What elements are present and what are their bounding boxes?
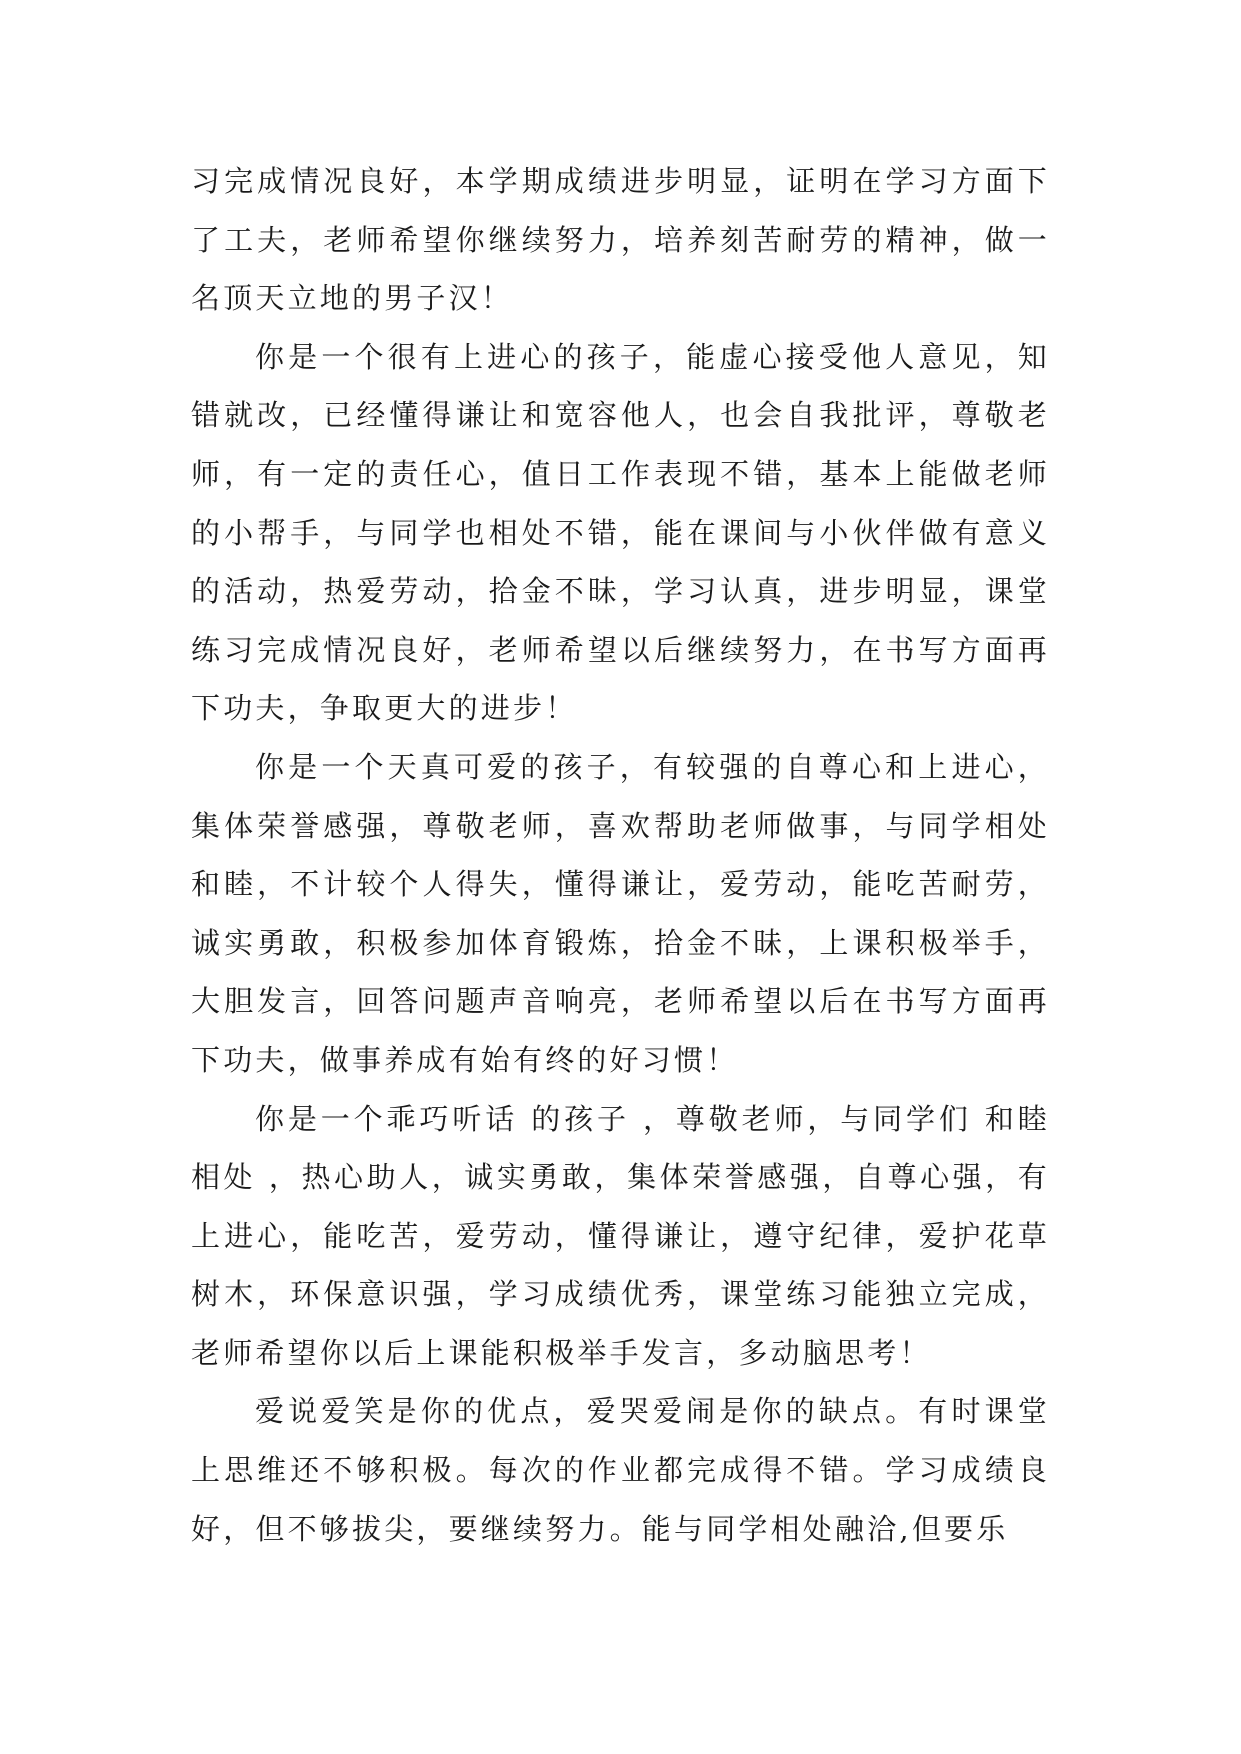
paragraph-comment-4: 你是一个乖巧听话 的孩子 ，尊敬老师，与同学们 和睦相处 ，热心助人，诚实勇敢，集体荣誉感强，自尊心强，有上进心，能吃苦，爱劳动，懂得谦让，遵守纪律，爱护花草树木，环保意识强，学习成绩优秀，课堂练习能独立完成，老师希望你以后上课能积极举手发言，多动脑思考！ (191, 1101, 1050, 1370)
paragraph-comment-3: 你是一个天真可爱的孩子，有较强的自尊心和上进心，集体荣誉感强，尊敬老师，喜欢帮助老师做事，与同学相处和睦，不计较个人得失，懂得谦让，爱劳动，能吃苦耐劳，诚实勇敢，积极参加体育锻炼，拾金不昧，上课积极举手，大胆发言，回答问题声音响亮，老师希望以后在书写方面再下功夫，做事养成有始有终的好习惯！ (191, 749, 1050, 1077)
paragraph-continuation: 习完成情况良好，本学期成绩进步明显，证明在学习方面下了工夫，老师希望你继续努力，培养刻苦耐劳的精神，做一名顶天立地的男子汉！ (191, 164, 1050, 316)
paragraph-comment-2: 你是一个很有上进心的孩子，能虚心接受他人意见，知错就改，已经懂得谦让和宽容他人，也会自我批评，尊敬老师，有一定的责任心，值日工作表现不错，基本上能做老师的小帮手，与同学也相处不错，能在课间与小伙伴做有意义的活动，热爱劳动，拾金不昧，学习认真，进步明显，课堂练习完成情况良好，老师希望以后继续努力，在书写方面再下功夫，争取更大的进步！ (191, 339, 1050, 726)
document-body (191, 152, 1050, 1558)
paragraph-comment-5: 爱说爱笑是你的优点，爱哭爱闹是你的缺点。有时课堂上思维还不够积极。每次的作业都完成得不错。学习成绩良好，但不够拔尖，要继续努力。能与同学相处融洽,但要乐 (191, 1394, 1050, 1546)
